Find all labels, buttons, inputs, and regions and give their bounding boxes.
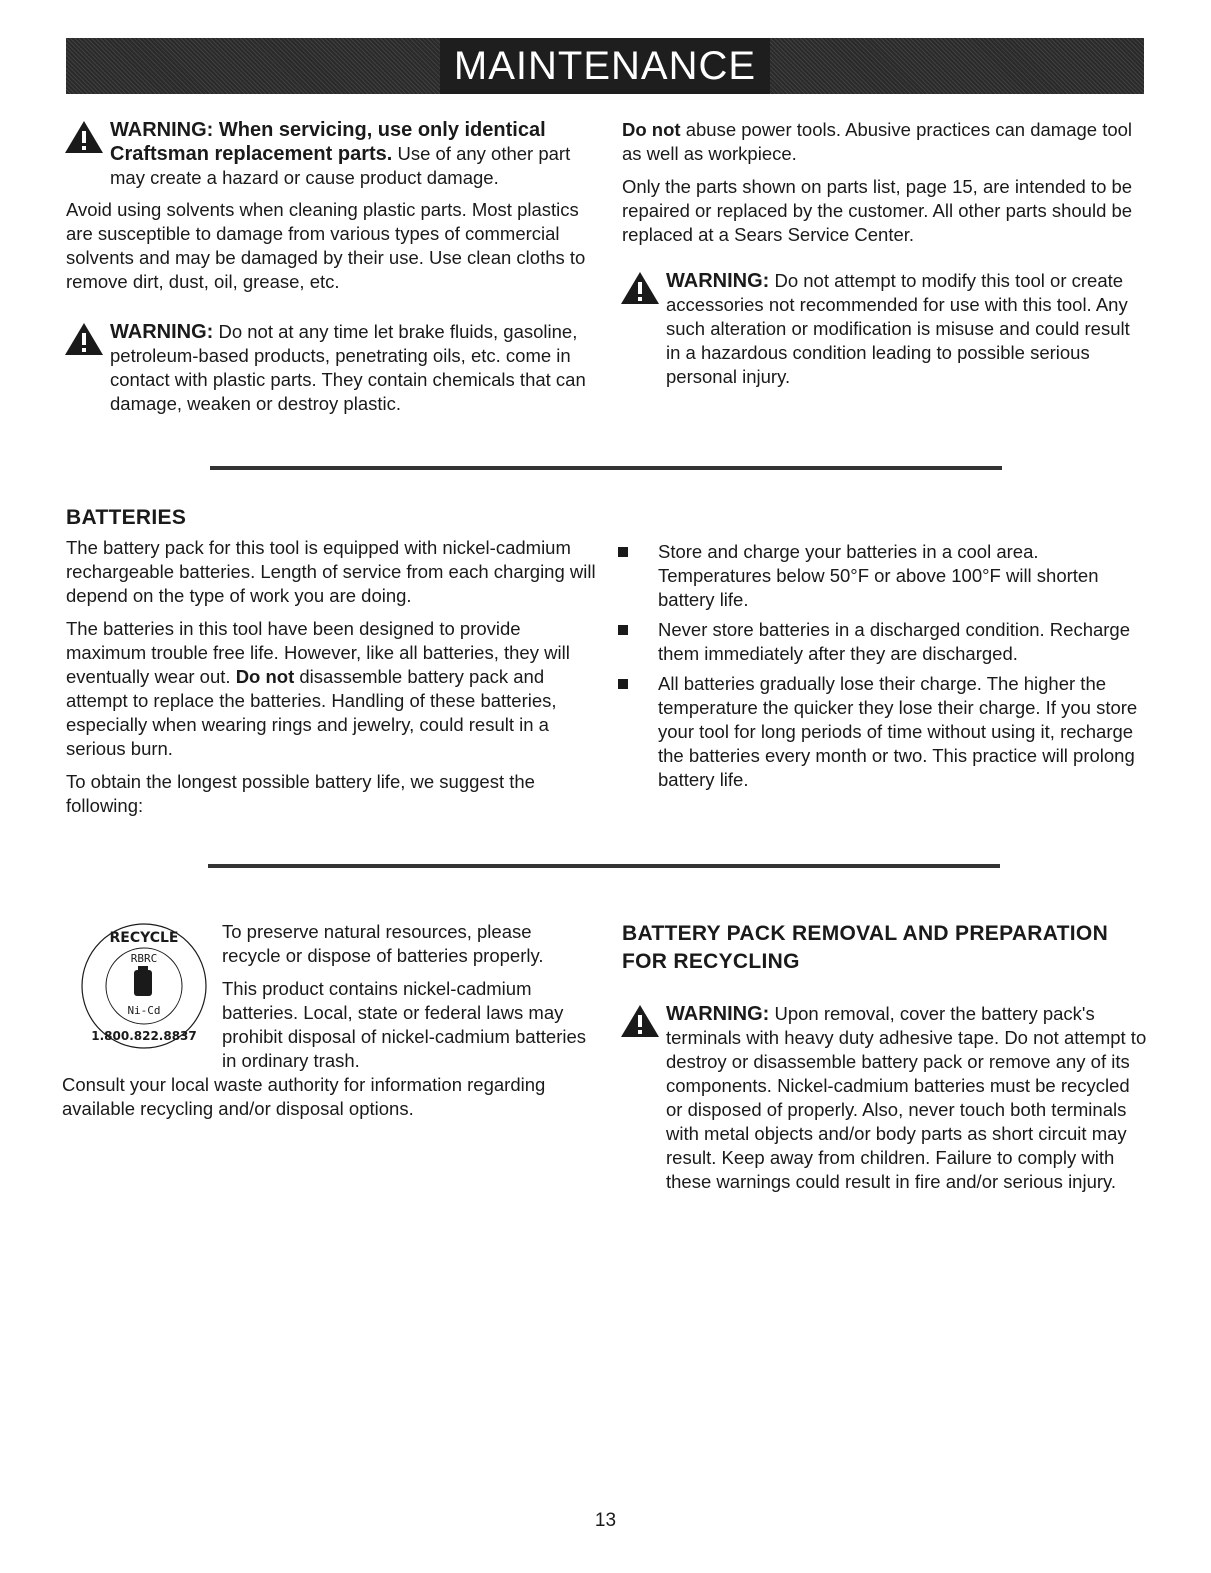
solvents-paragraph: Avoid using solvents when cleaning plastic parts. Most plastics are susceptible to damage from various types of commercial solvents and may be damaged by their use. Use clean cloths to remove dirt, dust, oil, grease, etc.	[66, 199, 586, 292]
batteries-paragraph-3: To obtain the longest possible battery life, we suggest the following:	[66, 771, 535, 816]
batteries-text: disassemble battery pack and attempt to replace the batteries. Handling of these batteries, especially when wearing rings and jewelry, could result in a serious burn.	[66, 666, 557, 759]
maintenance-right-column	[622, 118, 1147, 409]
abuse-text: abuse power tools. Abusive practices can damage tool as well as workpiece.	[622, 119, 1133, 164]
battery-removal-column	[622, 920, 1147, 1214]
warning-triangle-icon	[620, 271, 660, 305]
seal-phone-text: 1.800.822.8837	[91, 1029, 197, 1043]
page-number: 13	[594, 1510, 617, 1531]
batteries-paragraph-2	[66, 617, 596, 761]
recycling-paragraph-1: To preserve natural resources, please recycle or dispose of batteries properly.	[222, 921, 544, 966]
warning-text: Use of any other part may create a hazard or cause product damage.	[110, 143, 571, 188]
section-divider	[210, 466, 1002, 470]
page-title: MAINTENANCE	[440, 38, 770, 94]
recycling-intro	[222, 920, 592, 1082]
batteries-left-column	[66, 506, 596, 827]
warning-identical-parts	[66, 118, 596, 190]
warning-modify-tool	[622, 269, 1147, 389]
batteries-paragraph-1: The battery pack for this tool is equipped with nickel-cadmium rechargeable batteries. Length of service from each charging will depend on the type of work you are doing.	[66, 537, 596, 606]
warning-triangle-icon	[64, 322, 104, 356]
warning-label: WARNING:	[110, 321, 214, 343]
batteries-heading: BATTERIES	[66, 506, 187, 529]
warning-battery-removal	[622, 1002, 1147, 1194]
rbrc-recycle-seal	[72, 916, 220, 1056]
batteries-text: The batteries in this tool have been designed to provide maximum trouble free life. However, like all batteries, they will eventually wear out.	[66, 618, 570, 687]
warning-label: WARNING:	[666, 270, 770, 292]
batteries-right-column	[614, 540, 1147, 798]
warning-label: WARNING:	[666, 1003, 770, 1025]
recycling-paragraph-3: Consult your local waste authority for information regarding available recycling and/or disposal options.	[62, 1074, 546, 1119]
warning-brake-fluids	[66, 320, 596, 416]
list-item: Store and charge your batteries in a cool area. Temperatures below 50°F or above 100°F will shorten battery life.	[614, 540, 1147, 612]
do-not-emphasis: Do not	[235, 666, 295, 687]
warning-text: Upon removal, cover the battery pack's terminals with heavy duty adhesive tape. Do not attempt to destroy or disassemble battery pack or remove any of its components. Nickel-cadmium batteries must be recycled or disposed of properly. Also, never touch both terminals with metal objects and/or body parts as short circuit may result. Keep away from children. Failure to comply with these warnings could result in fire and/or serious injury.	[666, 1003, 1147, 1192]
warning-text: Do not at any time let brake fluids, gasoline, petroleum-based products, penetrating oils, etc. come in contact with plastic parts. They contain chemicals that can damage, weaken or destroy plastic.	[110, 321, 586, 414]
battery-tips-list	[614, 540, 1147, 792]
warning-triangle-icon	[64, 120, 104, 154]
recycle-seal-icon	[72, 916, 220, 1056]
list-item: Never store batteries in a discharged condition. Recharge them immediately after they are discharged.	[614, 618, 1147, 666]
seal-nicd-text: Ni-Cd	[127, 1004, 161, 1017]
section-divider	[208, 864, 1000, 868]
seal-rbrc-text: RBRC	[130, 952, 158, 965]
abuse-paragraph	[622, 118, 1147, 166]
do-not-emphasis: Do not	[622, 119, 681, 140]
warning-triangle-icon	[620, 1004, 660, 1038]
seal-recycle-text: RECYCLE	[109, 930, 179, 946]
battery-removal-heading: BATTERY PACK REMOVAL AND PREPARATION FOR RECYCLING	[622, 922, 1109, 973]
section-banner	[66, 38, 1144, 94]
warning-text: Do not attempt to modify this tool or create accessories not recommended for use with this tool. Any such alteration or modification is misuse and could result in a hazardous condition leading to possible serious personal injury.	[666, 270, 1130, 387]
parts-paragraph: Only the parts shown on parts list, page 15, are intended to be repaired or replaced by the customer. All other parts should be replaced at a Sears Service Center.	[622, 176, 1133, 245]
warning-heading: WARNING: When servicing, use only identical Craftsman replacement parts.	[110, 119, 546, 165]
recycling-paragraph-2: This product contains nickel-cadmium batteries. Local, state or federal laws may prohibit disposal of nickel-cadmium batteries in ordinary trash.	[222, 978, 587, 1071]
recycling-consult	[62, 1073, 582, 1130]
maintenance-left-column	[66, 118, 596, 436]
list-item: All batteries gradually lose their charge. The higher the temperature the quicker they lose their charge. If you store your tool for long periods of time without using it, recharge the batteries every month or two. This practice will prolong battery life.	[614, 672, 1147, 792]
